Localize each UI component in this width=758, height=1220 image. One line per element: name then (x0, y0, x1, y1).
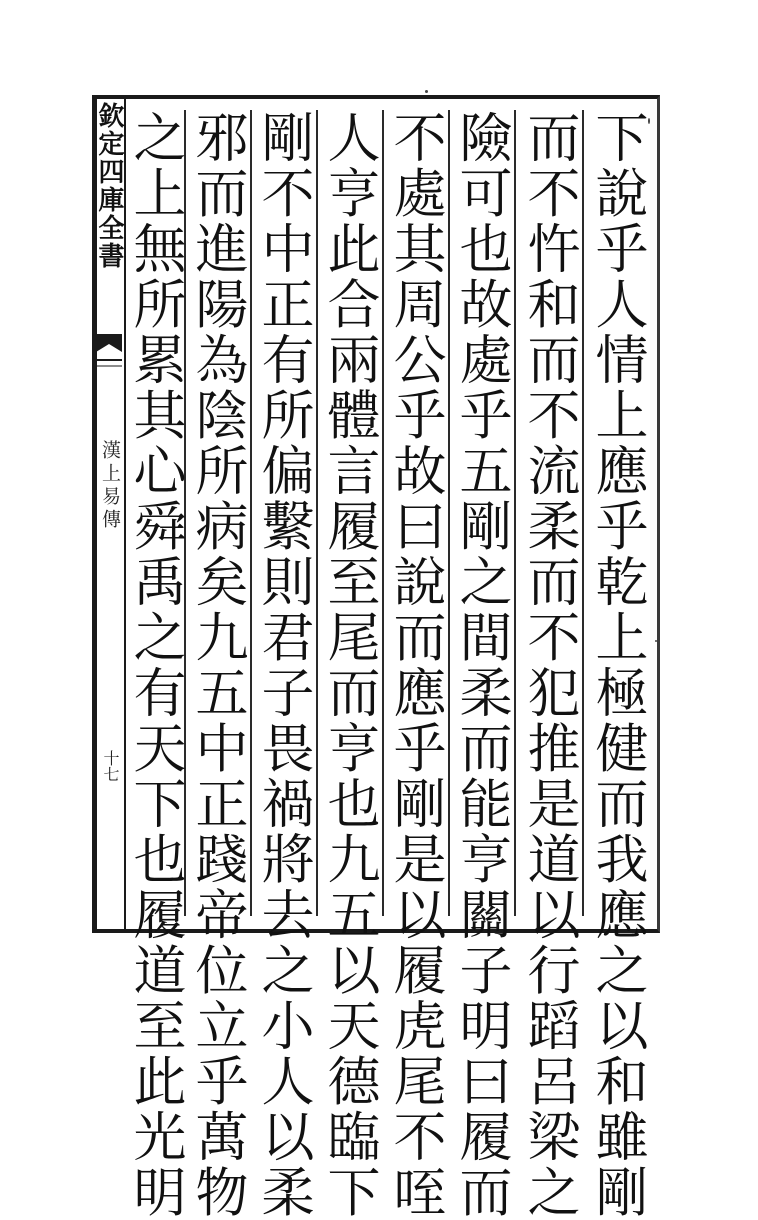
text-column-1-content: 下說乎人情上應乎乾上極健而我應之以和雖剛 (587, 110, 648, 1220)
text-column-8-content: 之上無所累其心舜禹之有天下也履道至此光明 (125, 110, 186, 1220)
text-column-3 (448, 110, 514, 1220)
page-number: 十七 (101, 750, 120, 782)
column-divider (250, 110, 252, 916)
scan-speck (655, 640, 657, 642)
text-column-6-content: 剛不中正有所偏繫則君子畏禍將去之小人以柔 (253, 110, 314, 1220)
scan-speck (425, 90, 428, 93)
text-column-8 (122, 110, 188, 1220)
text-column-4 (382, 110, 448, 1220)
column-divider (382, 110, 384, 916)
text-column-4-content: 不處其周公乎故曰說而應乎剛是以履虎尾不咥 (385, 110, 446, 1220)
column-divider (514, 110, 516, 916)
text-column-5 (316, 110, 382, 1220)
text-column-2-content: 而不忤和而不流柔而不犯推是道以行蹈呂梁之 (519, 110, 580, 1220)
text-column-7 (184, 110, 250, 1220)
column-divider (582, 110, 584, 916)
text-column-1 (584, 110, 650, 1220)
text-column-3-content: 險可也故處乎五剛之間柔而能亨關子明曰履而 (451, 110, 512, 1220)
column-divider (448, 110, 450, 916)
text-column-2 (516, 110, 582, 1220)
collection-title: 欽定四庫全書 (94, 102, 124, 270)
column-divider (316, 110, 318, 916)
text-column-5-content: 人亨此合兩體言履至尾而亨也九五以天德臨下 (319, 110, 380, 1220)
text-column-6 (250, 110, 316, 1220)
fishtail-mark-icon (94, 330, 124, 380)
scan-speck (648, 118, 650, 124)
text-column-7-content: 邪而進陽為陰所病矣九五中正踐帝位立乎萬物 (187, 110, 248, 1220)
book-title: 漢上易傳 (99, 440, 121, 532)
